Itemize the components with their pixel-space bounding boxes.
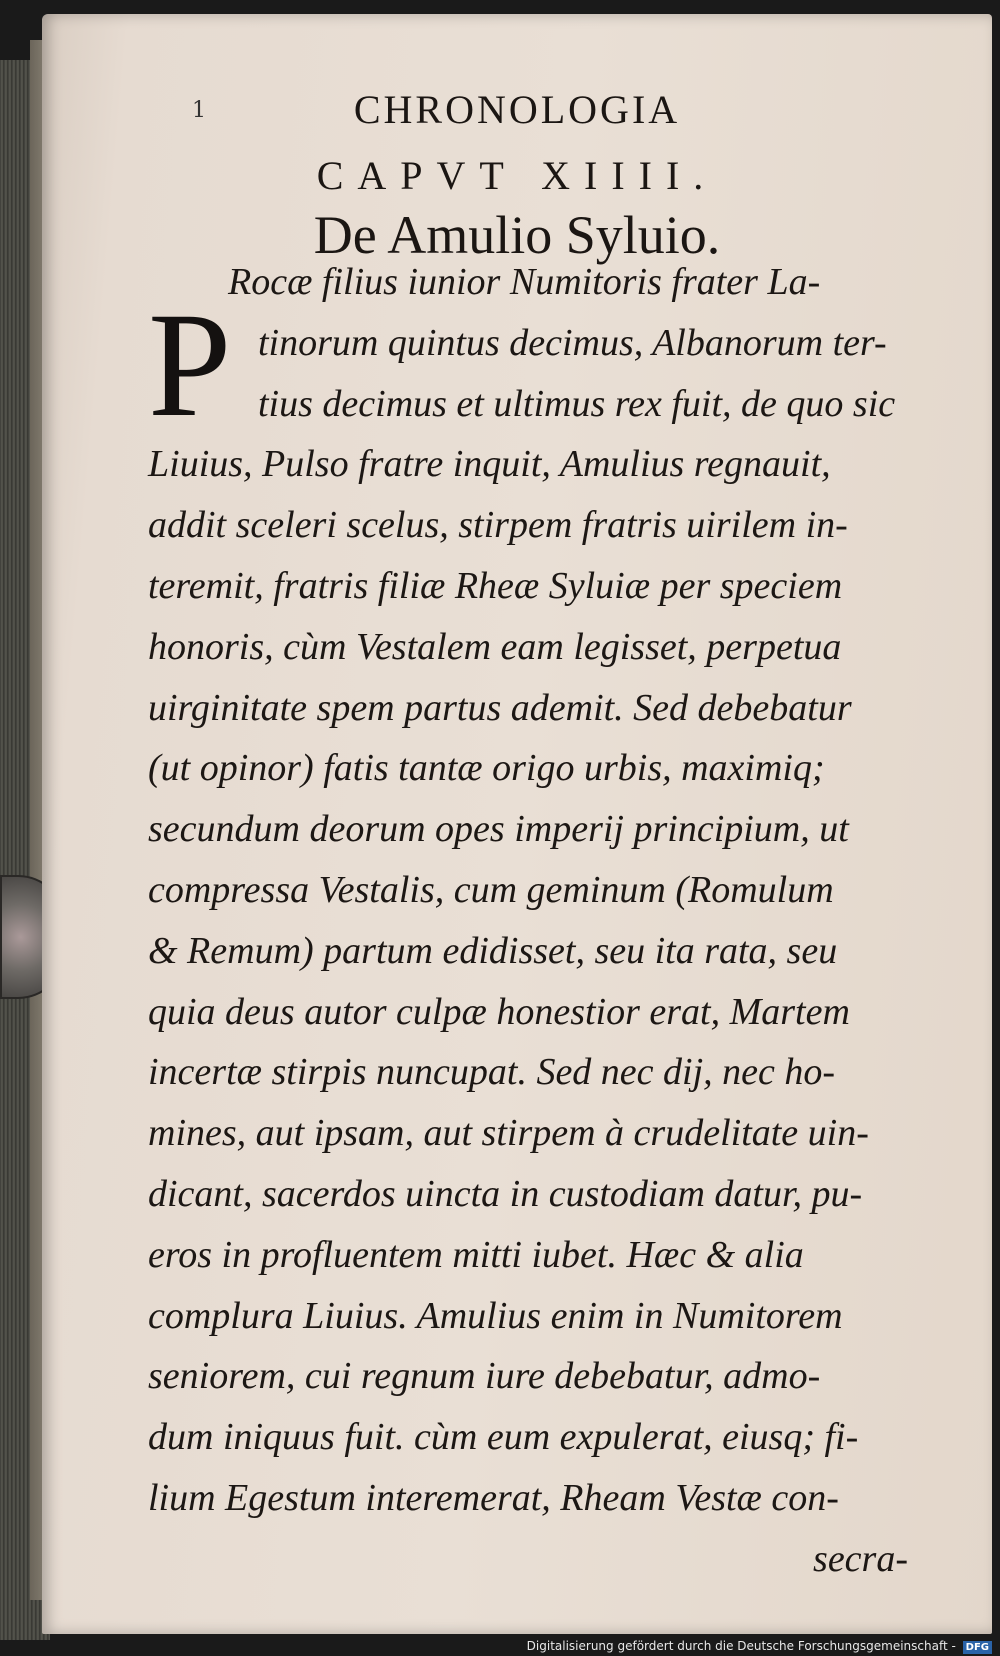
running-head: CHRONOLOGIA bbox=[353, 87, 681, 132]
text-line: eros in profluentem mitti iubet. Hæc & alia bbox=[148, 1233, 804, 1276]
text-line: dicant, sacerdos uincta in custodiam datur, pu- bbox=[148, 1172, 863, 1215]
dfg-logo: DFG bbox=[963, 1641, 992, 1654]
text-line: addit sceleri scelus, stirpem fratris uirilem in- bbox=[148, 504, 848, 547]
text-line: tinorum quintus decimus, Albanorum ter- bbox=[258, 321, 887, 364]
text-line: Rocæ filius iunior Numitoris frater La- bbox=[228, 261, 821, 303]
section-heading: De Amulio Syluio. bbox=[313, 205, 721, 265]
text-line: uirginitate spem partus ademit. Sed debebatur bbox=[148, 686, 852, 729]
text-line: teremit, fratris filiæ Rheæ Syluiæ per speciem bbox=[148, 564, 843, 607]
text-line: (ut opinor) fatis tantæ origo urbis, maximiq; bbox=[148, 747, 825, 790]
text-line: honoris, cùm Vestalem eam legisset, perpetua bbox=[148, 625, 842, 668]
text-line: lium Egestum interemerat, Rheam Vestæ con- bbox=[148, 1476, 839, 1519]
chapter-title: CAPVT XIIII. bbox=[316, 153, 718, 198]
text-line: secundum deorum opes imperij principium, ut bbox=[148, 808, 849, 851]
text-line: & Remum) partum edidisset, seu ita rata, seu bbox=[148, 929, 838, 972]
credit-text: Digitalisierung gefördert durch die Deutsche Forschungsgemeinschaft - bbox=[526, 1639, 956, 1653]
text-line: mines, aut ipsam, aut stirpem à crudelitate uin- bbox=[148, 1112, 869, 1155]
page-mark: 1 bbox=[192, 98, 206, 123]
body-text bbox=[148, 252, 938, 1590]
text-line: Liuius, Pulso fratre inquit, Amulius regnauit, bbox=[148, 443, 831, 486]
text-line: complura Liuius. Amulius enim in Numitorem bbox=[148, 1294, 843, 1337]
text-line: tius decimus et ultimus rex fuit, de quo sic bbox=[258, 382, 896, 425]
text-line: seniorem, cui regnum iure debebatur, admo- bbox=[148, 1355, 821, 1398]
text-line: dum iniquus fuit. cùm eum expulerat, eiusq; fi- bbox=[148, 1416, 859, 1459]
digitization-credit bbox=[527, 1639, 992, 1654]
text-line: quia deus autor culpæ honestior erat, Martem bbox=[148, 990, 850, 1033]
text-line: compressa Vestalis, cum geminum (Romulum bbox=[148, 868, 834, 911]
text-line: incertæ stirpis nuncupat. Sed nec dij, nec ho- bbox=[148, 1051, 836, 1094]
drop-cap: P bbox=[148, 282, 232, 448]
catchword: secra- bbox=[813, 1537, 908, 1580]
